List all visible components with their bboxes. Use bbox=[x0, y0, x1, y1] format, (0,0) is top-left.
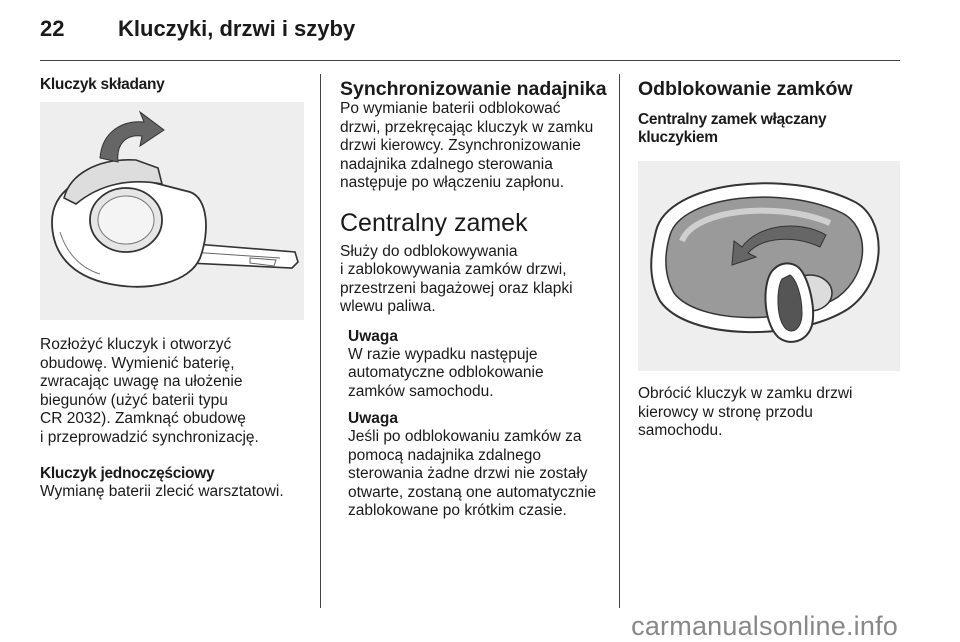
battery-replacement-text: Rozłożyć kluczyk i otworzyć obudowę. Wymienić baterię, zwracając uwagę na ułożenie biegunów (użyć baterii typu CR 2032). Zamknąć obudowę i przeprowadzić synchronizację. bbox=[40, 336, 259, 446]
section-title-unlocking: Odblokowanie zamków bbox=[638, 78, 853, 100]
central-lock-text: Służy do odblokowywania i zablokowywania zamków drzwi, przestrzeni bagażowej oraz klapki wlewu paliwa. bbox=[340, 242, 573, 315]
section-title-central-lock: Centralny zamek bbox=[340, 208, 528, 237]
site-watermark: carmanualsonline.info bbox=[631, 611, 898, 641]
lift-arrow-icon bbox=[100, 112, 164, 162]
section-title-one-piece-key: Kluczyk jednoczęściowy bbox=[40, 465, 215, 482]
section-title-sync: Synchronizowanie nadajnika bbox=[340, 78, 607, 100]
door-lock-illustration bbox=[638, 161, 900, 371]
note-auto-relock: Uwaga Jeśli po odblokowaniu zamków za pomocą nadajnika zdalnego sterowania żadne drzwi nie zostały otwarte, zostaną one automatycznie zablokowane po krótkim czasie. bbox=[348, 410, 612, 521]
note-title: Uwaga bbox=[348, 410, 398, 427]
door-lock-drawing bbox=[638, 161, 900, 371]
column-1 bbox=[40, 76, 308, 502]
folding-key-drawing bbox=[40, 102, 304, 320]
column-divider-2 bbox=[619, 74, 620, 608]
page-heading: Kluczyki, drzwi i szyby bbox=[118, 16, 356, 41]
note-title: Uwaga bbox=[348, 327, 398, 345]
header-rule bbox=[40, 60, 900, 61]
page-number: 22 bbox=[40, 16, 65, 41]
note-accident: Uwaga W razie wypadku następuje automatyczne odblokowanie zamków samochodu. bbox=[348, 328, 612, 402]
column-divider-1 bbox=[320, 74, 321, 608]
unlock-instructions-text: Obrócić kluczyk w zamku drzwi kierowcy w stronę przodu samochodu. bbox=[638, 385, 853, 439]
one-piece-key-text: Wymianę baterii zlecić warsztatowi. bbox=[40, 483, 284, 500]
section-title-folding-key: Kluczyk składany bbox=[40, 76, 165, 93]
column-2 bbox=[340, 78, 612, 521]
column-3 bbox=[638, 78, 900, 441]
folding-key-illustration bbox=[40, 102, 304, 320]
sync-text: Po wymianie baterii odblokować drzwi, przekręcając kluczyk w zamku drzwi kierowcy. Zsynchronizowanie nadajnika zdalnego sterowania następuje po włączeniu zapłonu. bbox=[340, 100, 594, 191]
subsection-title-key-central-lock: Centralny zamek włączany kluczykiem bbox=[638, 111, 827, 146]
